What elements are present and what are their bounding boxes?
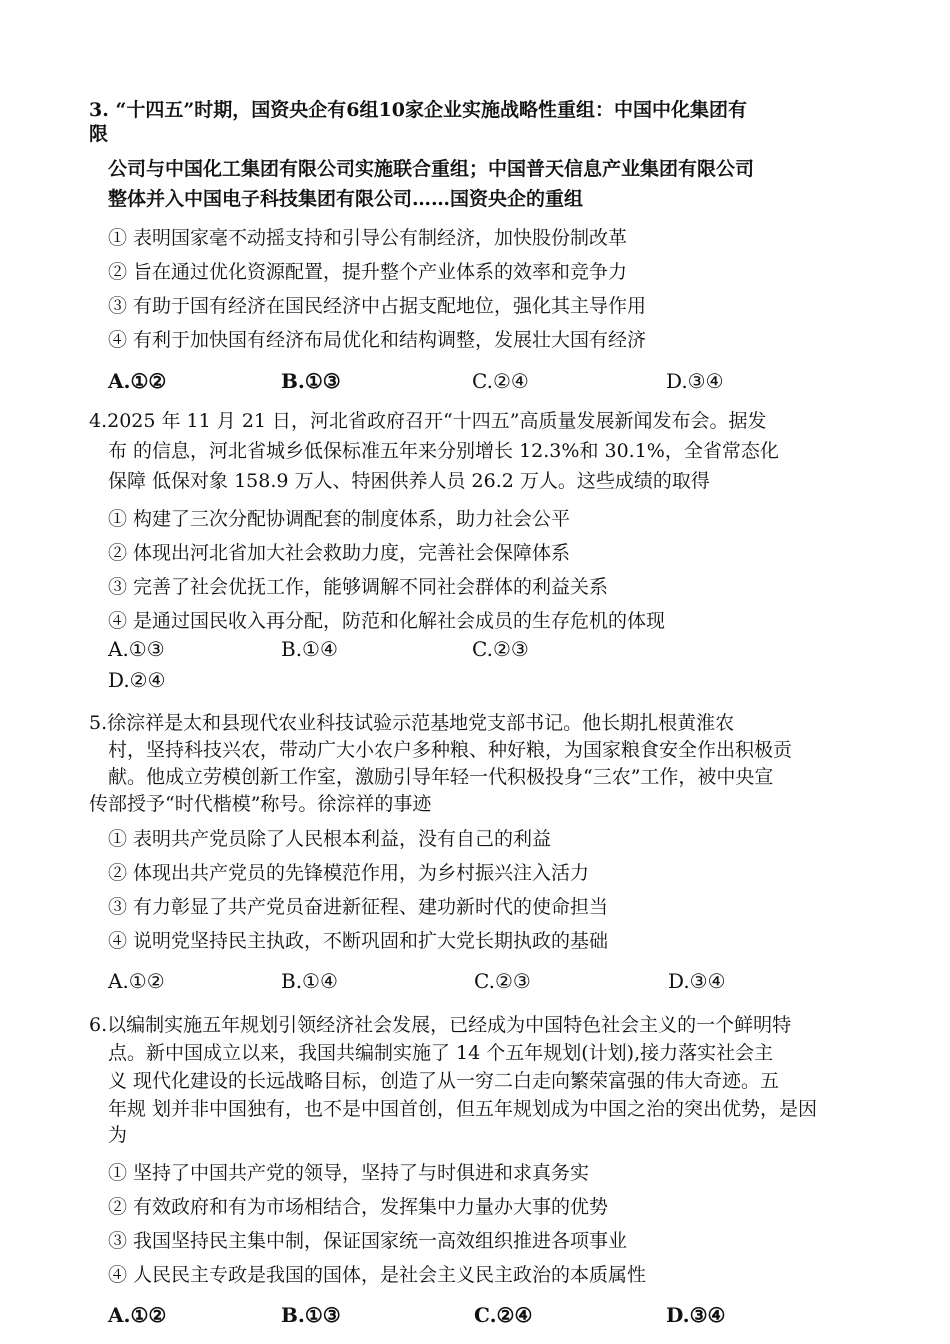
q5-statement-2: ② 体现出共产党员的先锋模范作用，为乡村振兴注入活力 <box>108 862 590 884</box>
q5-stem-line-4: 传部授予“时代楷模”称号。徐淙祥的事迹 <box>89 793 432 815</box>
q6-stem-line-3: 义 现代化建设的长远战略目标，创造了从一穷二白走向繁荣富强的伟大奇迹。五 <box>108 1070 780 1092</box>
q3-statement-1: ① 表明国家毫不动摇支持和引导公有制经济，加快股份制改革 <box>108 227 628 249</box>
q6-option-c: C.②④ <box>474 1303 533 1327</box>
q3-statement-4: ④ 有利于加快国有经济布局优化和结构调整，发展壮大国有经济 <box>108 329 647 351</box>
q3-option-a: A.①② <box>108 369 167 393</box>
q6-statement-1: ① 坚持了中国共产党的领导，坚持了与时俱进和求真务实 <box>108 1162 590 1184</box>
q4-option-a: A.①③ <box>108 637 165 661</box>
q3-option-d: D.③④ <box>666 369 724 393</box>
q6-statement-4: ④ 人民民主专政是我国的国体，是社会主义民主政治的本质属性 <box>108 1264 647 1286</box>
q3-stem-line-2: 限 <box>89 123 109 145</box>
q5-statement-4: ④ 说明党坚持民主执政，不断巩固和扩大党长期执政的基础 <box>108 930 609 952</box>
q4-stem-line-2: 布 的信息，河北省城乡低保标准五年来分别增长 12.3%和 30.1%，全省常态化 <box>108 440 779 462</box>
q6-stem-line-5: 为 <box>108 1124 128 1146</box>
q5-stem-line-1: 5.徐淙祥是太和县现代农业科技试验示范基地党支部书记。他长期扎根黄淮农 <box>89 712 735 734</box>
q6-option-b: B.①③ <box>281 1303 341 1327</box>
q3-stem-line-1: 3. “十四五”时期，国资央企有6组10家企业实施战略性重组：中国中化集团有 <box>89 99 747 121</box>
q5-stem-line-2: 村，坚持科技兴农，带动广大小农户多种粮、种好粮，为国家粮食安全作出积极贡 <box>108 739 793 761</box>
q5-statement-1: ① 表明共产党员除了人民根本利益，没有自己的利益 <box>108 828 552 850</box>
q6-statement-2: ② 有效政府和有为市场相结合，发挥集中力量办大事的优势 <box>108 1196 609 1218</box>
q6-option-a: A.①② <box>108 1303 167 1327</box>
q5-statement-3: ③ 有力彰显了共产党员奋进新征程、建功新时代的使命担当 <box>108 896 609 918</box>
q3-statement-3: ③ 有助于国有经济在国民经济中占据支配地位，强化其主导作用 <box>108 295 647 317</box>
q4-option-c: C.②③ <box>472 637 529 661</box>
q4-statement-3: ③ 完善了社会优抚工作，能够调解不同社会群体的利益关系 <box>108 576 609 598</box>
q3-option-b: B.①③ <box>281 369 341 393</box>
q6-stem-line-4: 年规 划并非中国独有，也不是中国首创，但五年规划成为中国之治的突出优势，是因 <box>108 1098 818 1120</box>
q6-option-d: D.③④ <box>666 1303 726 1327</box>
q4-statement-4: ④ 是通过国民收入再分配，防范和化解社会成员的生存危机的体现 <box>108 610 666 632</box>
q4-stem-line-1: 4.2025 年 11 月 21 日，河北省政府召开“十四五”高质量发展新闻发布会。据发 <box>89 410 767 432</box>
q4-statement-2: ② 体现出河北省加大社会救助力度，完善社会保障体系 <box>108 542 571 564</box>
q6-stem-line-1: 6.以编制实施五年规划引领经济社会发展，已经成为中国特色社会主义的一个鲜明特 <box>89 1014 792 1036</box>
q3-statement-2: ② 旨在通过优化资源配置，提升整个产业体系的效率和竞争力 <box>108 261 628 283</box>
q4-option-b: B.①④ <box>281 637 338 661</box>
q6-statement-3: ③ 我国坚持民主集中制，保证国家统一高效组织推进各项事业 <box>108 1230 628 1252</box>
q3-option-c: C.②④ <box>472 369 529 393</box>
q4-stem-line-3: 保障 低保对象 158.9 万人、特困供养人员 26.2 万人。这些成绩的取得 <box>108 470 710 492</box>
q4-option-d: D.②④ <box>108 668 166 692</box>
q5-option-a: A.①② <box>108 969 165 993</box>
q5-option-b: B.①④ <box>281 969 338 993</box>
q5-stem-line-3: 献。他成立劳模创新工作室，激励引导年轻一代积极投身“三农”工作，被中央宣 <box>108 766 774 788</box>
q3-stem-line-3: 公司与中国化工集团有限公司实施联合重组；中国普天信息产业集团有限公司 <box>108 158 755 180</box>
q6-stem-line-2: 点。新中国成立以来，我国共编制实施了 14 个五年规划(计划),接力落实社会主 <box>108 1042 774 1064</box>
q5-option-c: C.②③ <box>474 969 531 993</box>
q3-stem-line-4: 整体并入中国电子科技集团有限公司……国资央企的重组 <box>108 188 584 210</box>
q4-statement-1: ① 构建了三次分配协调配套的制度体系，助力社会公平 <box>108 508 571 530</box>
q5-option-d: D.③④ <box>668 969 726 993</box>
